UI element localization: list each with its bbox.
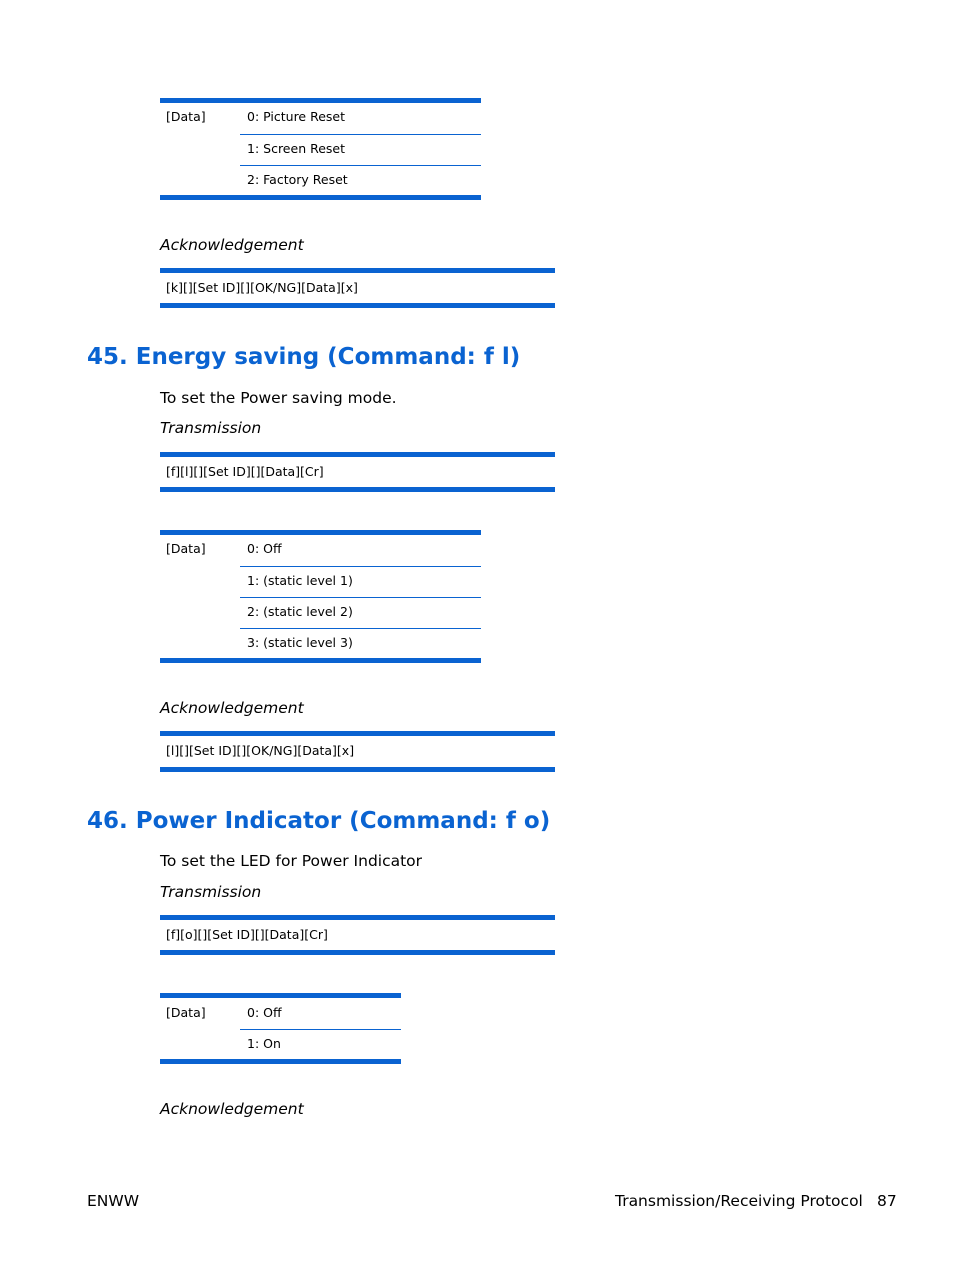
table-top-rule [160, 993, 401, 998]
table-row: 2: Factory Reset [247, 172, 348, 187]
table-top-rule [160, 98, 481, 103]
acknowledgement-label: Acknowledgement [160, 236, 304, 254]
transmission-code: [f][l][][Set ID][][Data][Cr] [166, 464, 324, 479]
code-box-top-rule [160, 268, 555, 273]
table-row-divider [240, 134, 481, 135]
code-box-top-rule [160, 915, 555, 920]
table-row-divider [240, 597, 481, 598]
table-row: 0: Off [247, 1005, 282, 1020]
table-top-rule [160, 530, 481, 535]
table-row: 3: (static level 3) [247, 635, 353, 650]
code-box-top-rule [160, 452, 555, 457]
footer-left-label: ENWW [87, 1192, 140, 1210]
transmission-label: Transmission [160, 883, 262, 901]
table-bottom-rule [160, 658, 481, 663]
table-row-divider [240, 566, 481, 567]
acknowledgement-code: [k][][Set ID][][OK/NG][Data][x] [166, 280, 358, 295]
section-45-heading: 45. Energy saving (Command: f l) [87, 344, 521, 370]
code-box-bottom-rule [160, 487, 555, 492]
table-row: 0: Picture Reset [247, 109, 346, 124]
acknowledgement-label: Acknowledgement [160, 1100, 304, 1118]
table-row-divider [240, 165, 481, 166]
table-key-label: [Data] [166, 541, 206, 556]
table-bottom-rule [160, 1059, 401, 1064]
table-bottom-rule [160, 195, 481, 200]
transmission-code: [f][o][][Set ID][][Data][Cr] [166, 927, 328, 942]
section-46-heading: 46. Power Indicator (Command: f o) [87, 808, 551, 834]
code-box-bottom-rule [160, 303, 555, 308]
table-row-divider [240, 1029, 401, 1030]
table-row: 0: Off [247, 541, 282, 556]
footer-section-title: Transmission/Receiving Protocol [615, 1192, 863, 1210]
section-45-description: To set the Power saving mode. [160, 389, 397, 407]
table-key-label: [Data] [166, 1005, 206, 1020]
table-row: 1: (static level 1) [247, 573, 353, 588]
transmission-label: Transmission [160, 419, 262, 437]
section-46-description: To set the LED for Power Indicator [160, 852, 423, 870]
table-key-label: [Data] [166, 109, 206, 124]
table-row-divider [240, 628, 481, 629]
acknowledgement-code: [l][][Set ID][][OK/NG][Data][x] [166, 743, 355, 758]
code-box-top-rule [160, 731, 555, 736]
table-row: 1: Screen Reset [247, 141, 346, 156]
table-row: 2: (static level 2) [247, 604, 353, 619]
page-number: 87 [877, 1192, 897, 1210]
acknowledgement-label: Acknowledgement [160, 699, 304, 717]
table-row: 1: On [247, 1036, 281, 1051]
code-box-bottom-rule [160, 767, 555, 772]
code-box-bottom-rule [160, 950, 555, 955]
